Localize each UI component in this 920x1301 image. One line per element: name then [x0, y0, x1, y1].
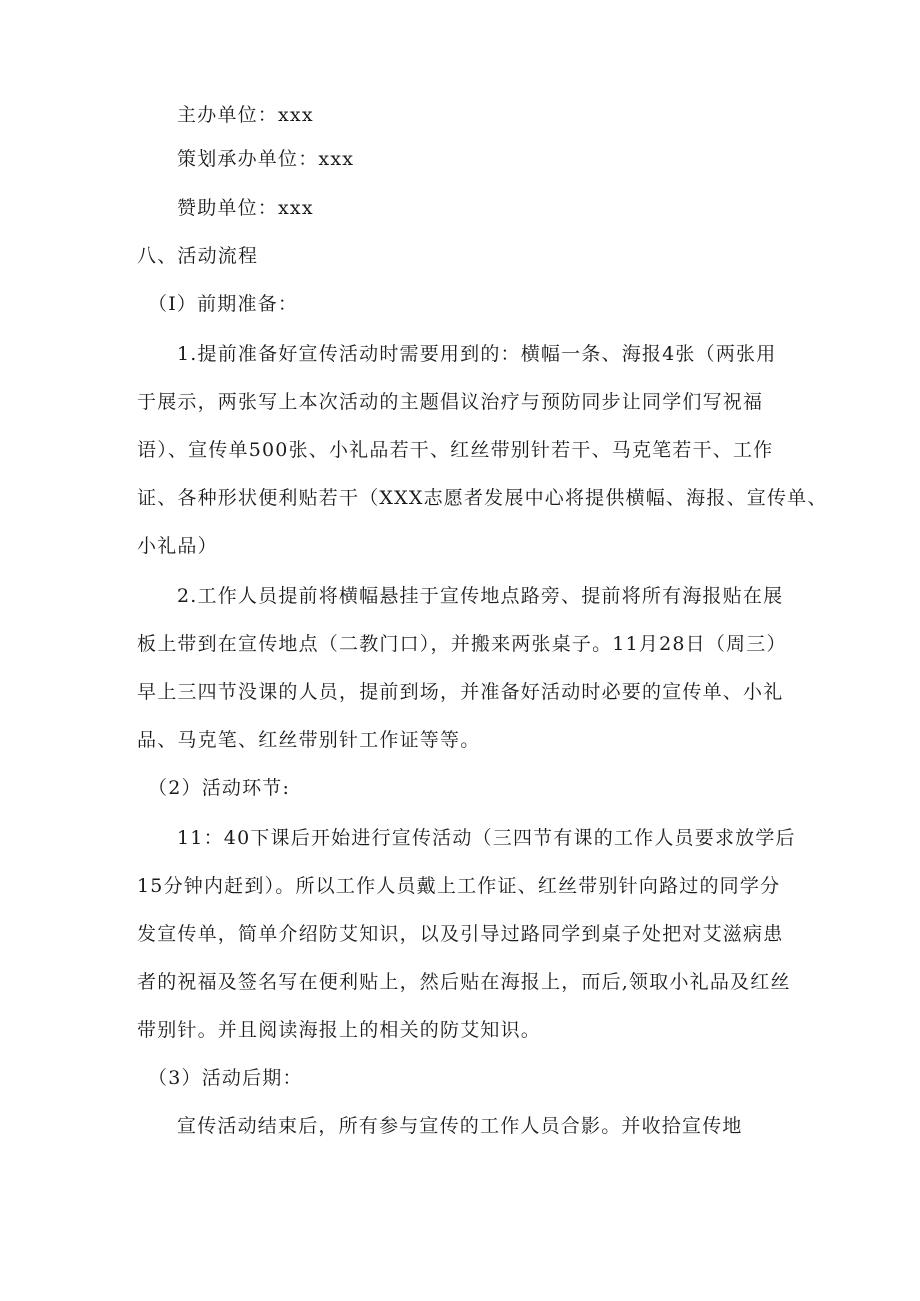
paragraph-line: 带别针。并且阅读海报上的相关的防艾知识。: [137, 1019, 542, 1041]
section-heading: 八、活动流程: [137, 245, 259, 267]
paragraph-line: 发宣传单，简单介绍防艾知识，以及引导过路同学到桌子处把对艾滋病患: [137, 923, 784, 945]
paragraph-line: 宣传活动结束后，所有参与宣传的工作人员合影。并收拾宣传地: [177, 1115, 743, 1137]
sponsor-organizer: 赞助单位：xxx: [177, 197, 314, 219]
paragraph-line: 15分钟内赶到）。所以工作人员戴上工作证、红丝带别针向路过的同学分: [137, 875, 781, 897]
paragraph-line: 品、马克笔、红丝带别针工作证等等。: [137, 729, 481, 751]
paragraph-line: 1.提前准备好宣传活动时需要用到的：横幅一条、海报4张（两张用: [177, 343, 777, 365]
host-organizer: 主办单位：xxx: [177, 104, 314, 126]
subsection-title-prep: （I）前期准备：: [148, 293, 299, 315]
paragraph-line: 于展示，两张写上本次活动的主题倡议治疗与预防同步让同学们写祝福: [137, 391, 764, 413]
paragraph-line: 早上三四节没课的人员，提前到场，并准备好活动时必要的宣传单、小礼: [137, 681, 784, 703]
paragraph-line: 小礼品）: [137, 535, 218, 557]
paragraph-line: 11：40下课后开始进行宣传活动（三四节有课的工作人员要求放学后: [177, 827, 796, 849]
subsection-title-activity: （2）活动环节:: [148, 777, 291, 799]
subsection-title-after: （3）活动后期：: [148, 1067, 303, 1089]
paragraph-line: 语）、宣传单500张、小礼品若干、红丝带别针若干、马克笔若干、工作: [137, 439, 774, 461]
paragraph-line: 板上带到在宣传地点（二教门口），并搬来两张桌子。11月28日（周三）: [137, 633, 787, 655]
paragraph-line: 2.工作人员提前将横幅悬挂于宣传地点路旁、提前将所有海报贴在展: [177, 585, 784, 607]
planning-organizer: 策划承办单位：xxx: [177, 148, 355, 170]
paragraph-line: 证、各种形状便利贴若干（XXX志愿者发展中心将提供横幅、海报、宣传单、: [137, 487, 828, 509]
paragraph-line: 者的祝福及签名写在便利贴上，然后贴在海报上，而后,领取小礼品及红丝: [137, 971, 791, 993]
